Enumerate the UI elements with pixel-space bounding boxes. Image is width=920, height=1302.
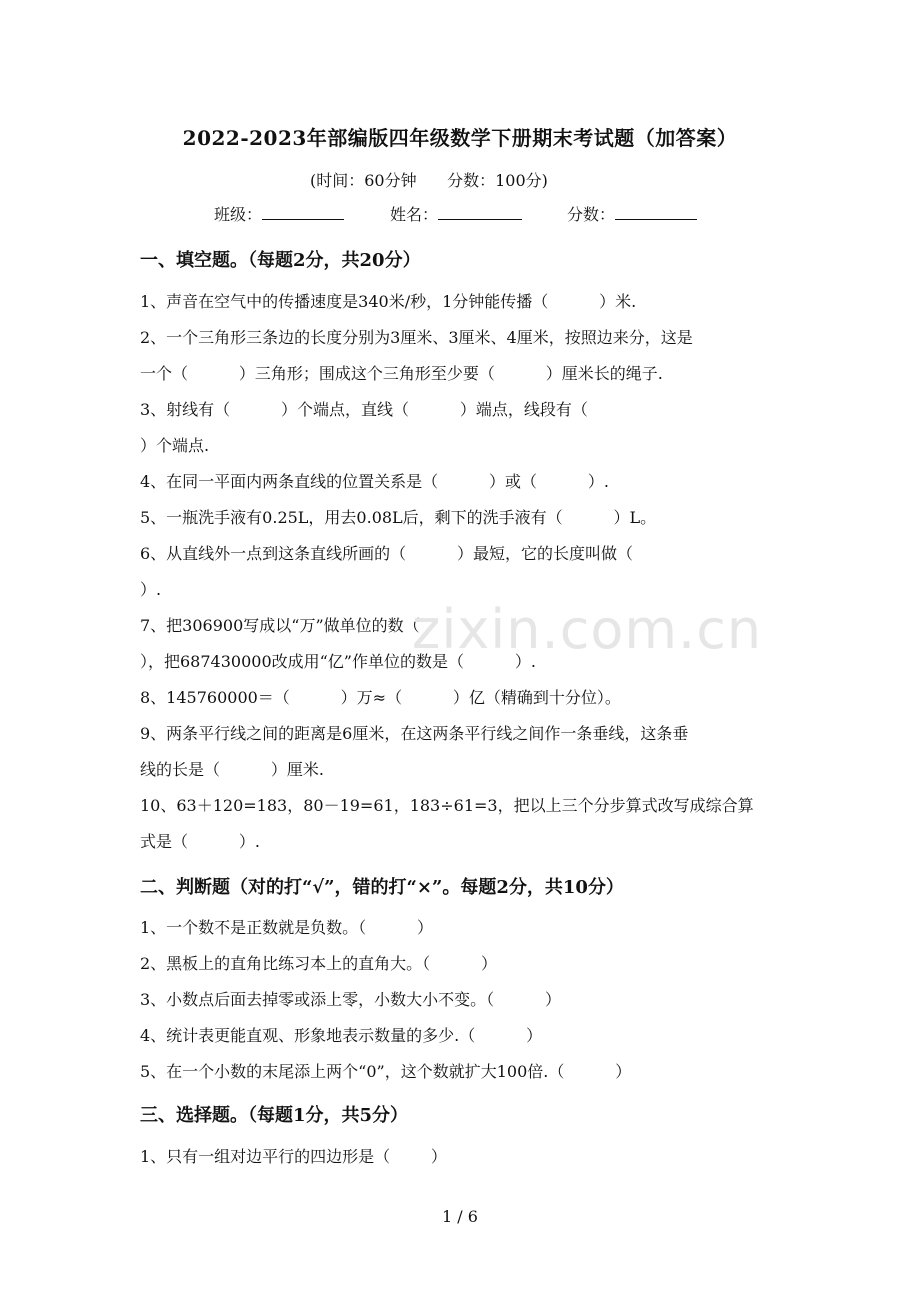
question-line: 4、统计表更能直观、形象地表示数量的多少.（ ） [140,1026,543,1045]
score-label: 分数： [567,205,616,224]
question-line: 线的长是（ ）厘米. [140,760,324,779]
question-line: 4、在同一平面内两条直线的位置关系是（ ）或（ ）. [140,472,609,491]
question-line: 5、一瓶洗手液有0.25L，用去0.08L后，剩下的洗手液有（ ）L。 [140,508,657,527]
question-line: 一个（ ）三角形；围成这个三角形至少要（ ）厘米长的绳子. [140,364,663,383]
section-heading-fill-in: 一、填空题。（每题2分，共20分） [140,250,421,271]
question-line: 7、把306900写成以“万”做单位的数（ [140,616,420,635]
question-line: ）个端点. [140,436,210,455]
question-line: 1、一个数不是正数就是负数。（ ） [140,918,434,937]
question-line: 式是（ ）. [140,832,260,851]
question-line: 9、两条平行线之间的距离是6厘米，在这两条平行线之间作一条垂线，这条垂 [140,724,689,743]
page-indicator: 1 / 6 [442,1207,478,1226]
question-line: 6、从直线外一点到这条直线所画的（ ）最短，它的长度叫做（ [140,544,634,563]
question-line: ）. [140,580,162,599]
question-line: 2、黑板上的直角比练习本上的直角大。（ ） [140,954,498,973]
question-line: 1、只有一组对边平行的四边形是（ ） [140,1147,447,1166]
question-line: 8、145760000＝（ ）万≈（ ）亿（精确到十分位）。 [140,688,621,707]
question-line: 3、小数点后面去掉零或添上零，小数大小不变。（ ） [140,990,562,1009]
name-label: 姓名： [390,205,439,224]
document-title: 2022-2023年部编版四年级数学下册期末考试题（加答案） [182,126,738,150]
class-blank [262,203,344,220]
name-blank [438,203,522,220]
question-line: 3、射线有（ ）个端点，直线（ ）端点，线段有（ [140,400,588,419]
name-field [390,202,522,225]
section-heading-multiple-choice: 三、选择题。（每题1分，共5分） [140,1105,409,1126]
question-line: 5、在一个小数的末尾添上两个“0”，这个数就扩大100倍.（ ） [140,1062,632,1081]
question-line: ），把687430000改成用“亿”作单位的数是（ ）. [140,652,536,671]
watermark: zixin.com.cn [412,598,763,661]
class-field [214,202,344,225]
class-label: 班级： [214,205,263,224]
question-line: 1、声音在空气中的传播速度是340米/秒，1分钟能传播（ ）米. [140,292,637,311]
section-heading-true-false: 二、判断题（对的打“√”，错的打“×”。每题2分，共10分） [140,877,624,898]
question-line: 10、63＋120=183，80－19=61，183÷61=3，把以上三个分步算式改写成综合算 [140,796,754,815]
score-field [567,202,697,225]
exam-info: (时间：60分钟 分数：100分) [310,171,548,190]
score-blank [615,203,697,220]
question-line: 2、一个三角形三条边的长度分别为3厘米、3厘米、4厘米，按照边来分，这是 [140,328,693,347]
